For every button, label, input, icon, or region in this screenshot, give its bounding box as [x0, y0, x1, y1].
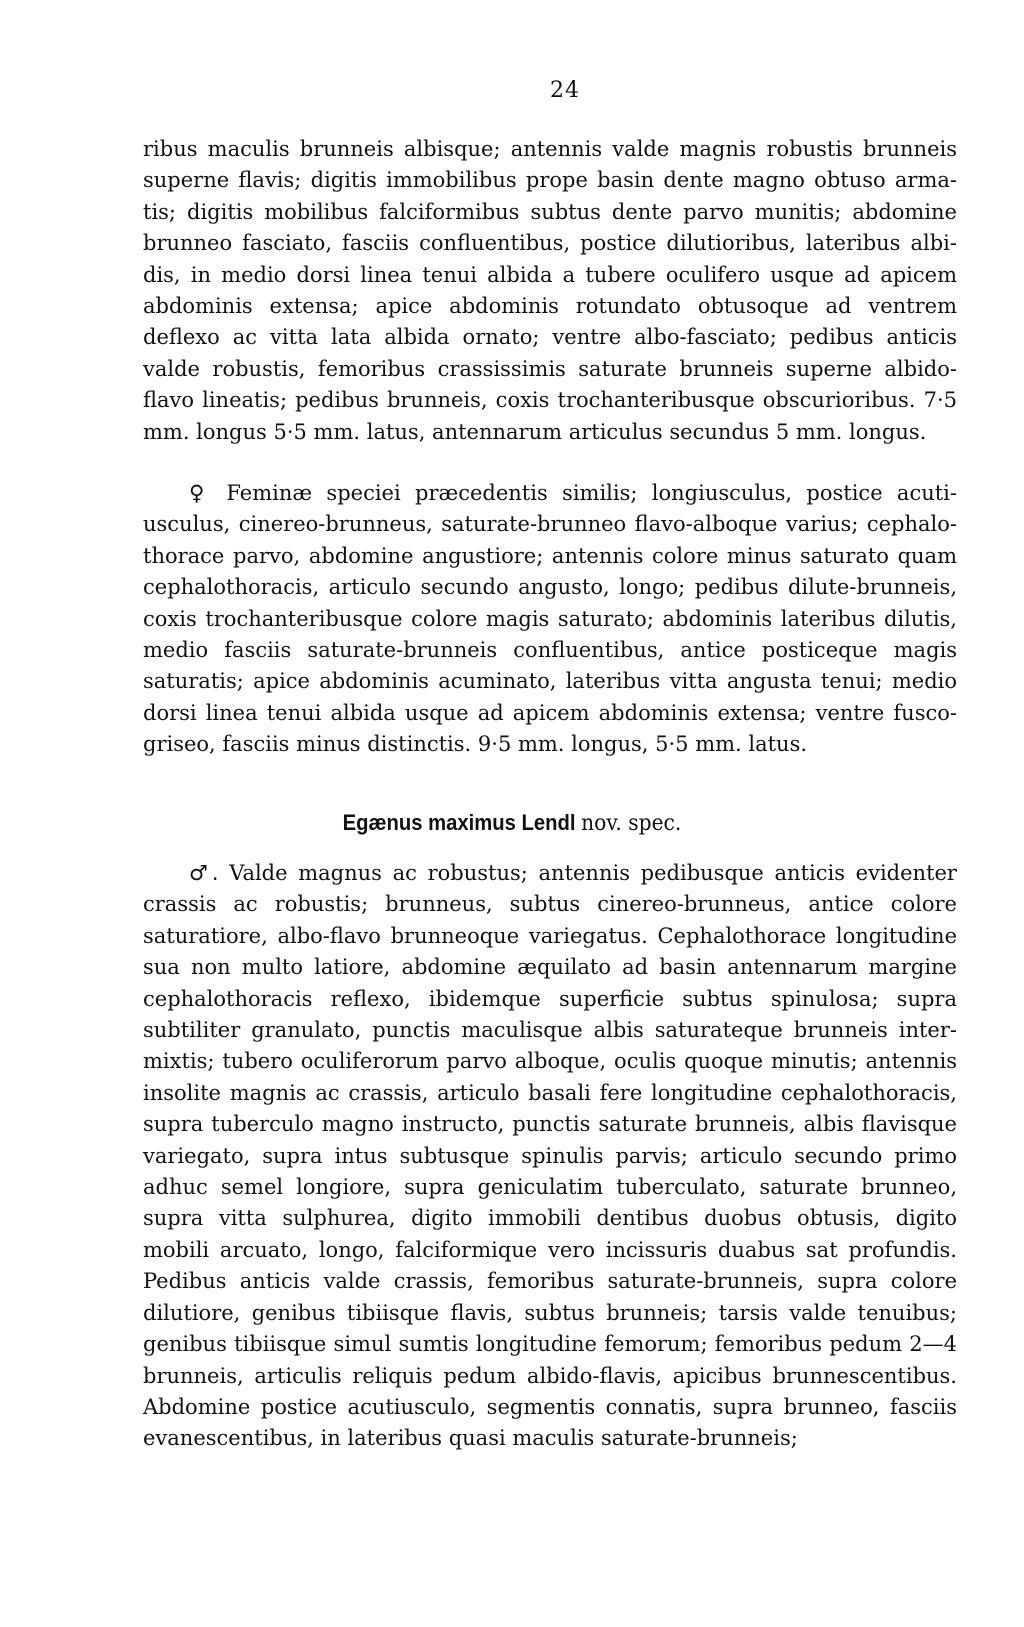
paragraph-female-text: Feminæ speciei præcedentis similis; longiusculus, postice acutiusculus, cinereo-brunneus, saturate-brunneo flavo-alboque varius; cephalothorace parvo, abdomine angustiore; antennis colore minus saturato quam cephalothoracis, articulo secundo angusto, longo; pedibus dilute-brunneis, coxis trochanteribusque colore magis saturato; abdominis lateribus dilutis, medio fasciis saturate-brunneis confluentibus, antice posticeque magis saturatis; apice abdominis acuminato, lateribus vitta angusta tenui; medio dorsi linea tenui albida usque ad apicem abdominis extensa; ventre fuscogriseo, fasciis minus distinctis. 9·5 mm. longus, 5·5 mm. latus.: [143, 481, 958, 757]
species-heading: [41, 810, 983, 836]
paragraph-female-description: [143, 478, 957, 761]
text-block-continuation: [143, 134, 957, 448]
page-number: 24: [550, 78, 580, 103]
paragraph-male-description: [143, 858, 957, 1455]
species-note: nov. spec.: [581, 811, 682, 836]
text-block-female: [143, 478, 957, 761]
paragraph-continuation: ribus maculis brunneis albisque; antennis valde magnis robustis brunneis superne flavis; digitis immobilibus prope basin dente magno obtuso armatis; digitis mobilibus falciformibus subtus dente parvo munitis; abdomine brunneo fasciato, fasciis confluentibus, postice dilutioribus, lateribus albidis, in medio dorsi linea tenui albida a tubere oculifero usque ad apicem abdominis extensa; apice abdominis rotundato obtusoque ad ventrem deflexo ac vitta lata albida ornato; ventre albo-fasciato; pedibus anticis valde robustis, femoribus crassissimis saturate brunneis superne albido-flavo lineatis; pedibus brunneis, coxis trochanteribusque obscurioribus. 7·5 mm. longus 5·5 mm. latus, antennarum articulus secundus 5 mm. longus.: [143, 137, 957, 444]
male-symbol: ♂.: [189, 861, 219, 885]
paragraph-male-text: Valde magnus ac robustus; antennis pedibusque anticis evidenter crassis ac robustis; brunneus, subtus cinereo-brunneus, antice colore saturatiore, albo-flavo brunneoque variegatus. Cephalothorace longitudine sua non multo latiore, abdomine æquilato ad basin antennarum margine cephalothoracis reflexo, ibidemque superficie subtus spinulosa; supra subtiliter granulato, punctis maculisque albis saturateque brunneis intermixtis; tubero oculiferorum parvo alboque, oculis quoque minutis; antennis insolite magnis ac crassis, articulo basali fere longitudine cephalothoracis, supra tuberculo magno instructo, punctis saturate brunneis, albis flavisque variegato, supra intus subtusque spinulis parvis; articulo secundo primo adhuc semel longiore, supra geniculatim tuberculato, saturate brunneo, supra vitta sulphurea, digito immobili dentibus duobus obtusis, digito mobili arcuato, longo, falciformique vero incissuris duabus sat profundis. Pedibus anticis valde crassis, femoribus saturate-brunneis, supra colore dilutiore, genibus tibiisque flavis, subtus brunneis; tarsis valde tenuibus; genibus tibiisque simul sumtis longitudine femorum; femoribus pedum 2—4 brunneis, articulis reliquis pedum albido-flavis, apicibus brunnescentibus. Abdomine postice acutiusculo, segmentis connatis, supra brunneo, fasciis evanescentibus, in lateribus quasi maculis saturate-brunneis;: [143, 861, 957, 1451]
female-symbol: ♀: [189, 481, 213, 505]
species-name: Egænus maximus Lendl: [342, 810, 576, 835]
text-block-male: [143, 858, 957, 1455]
